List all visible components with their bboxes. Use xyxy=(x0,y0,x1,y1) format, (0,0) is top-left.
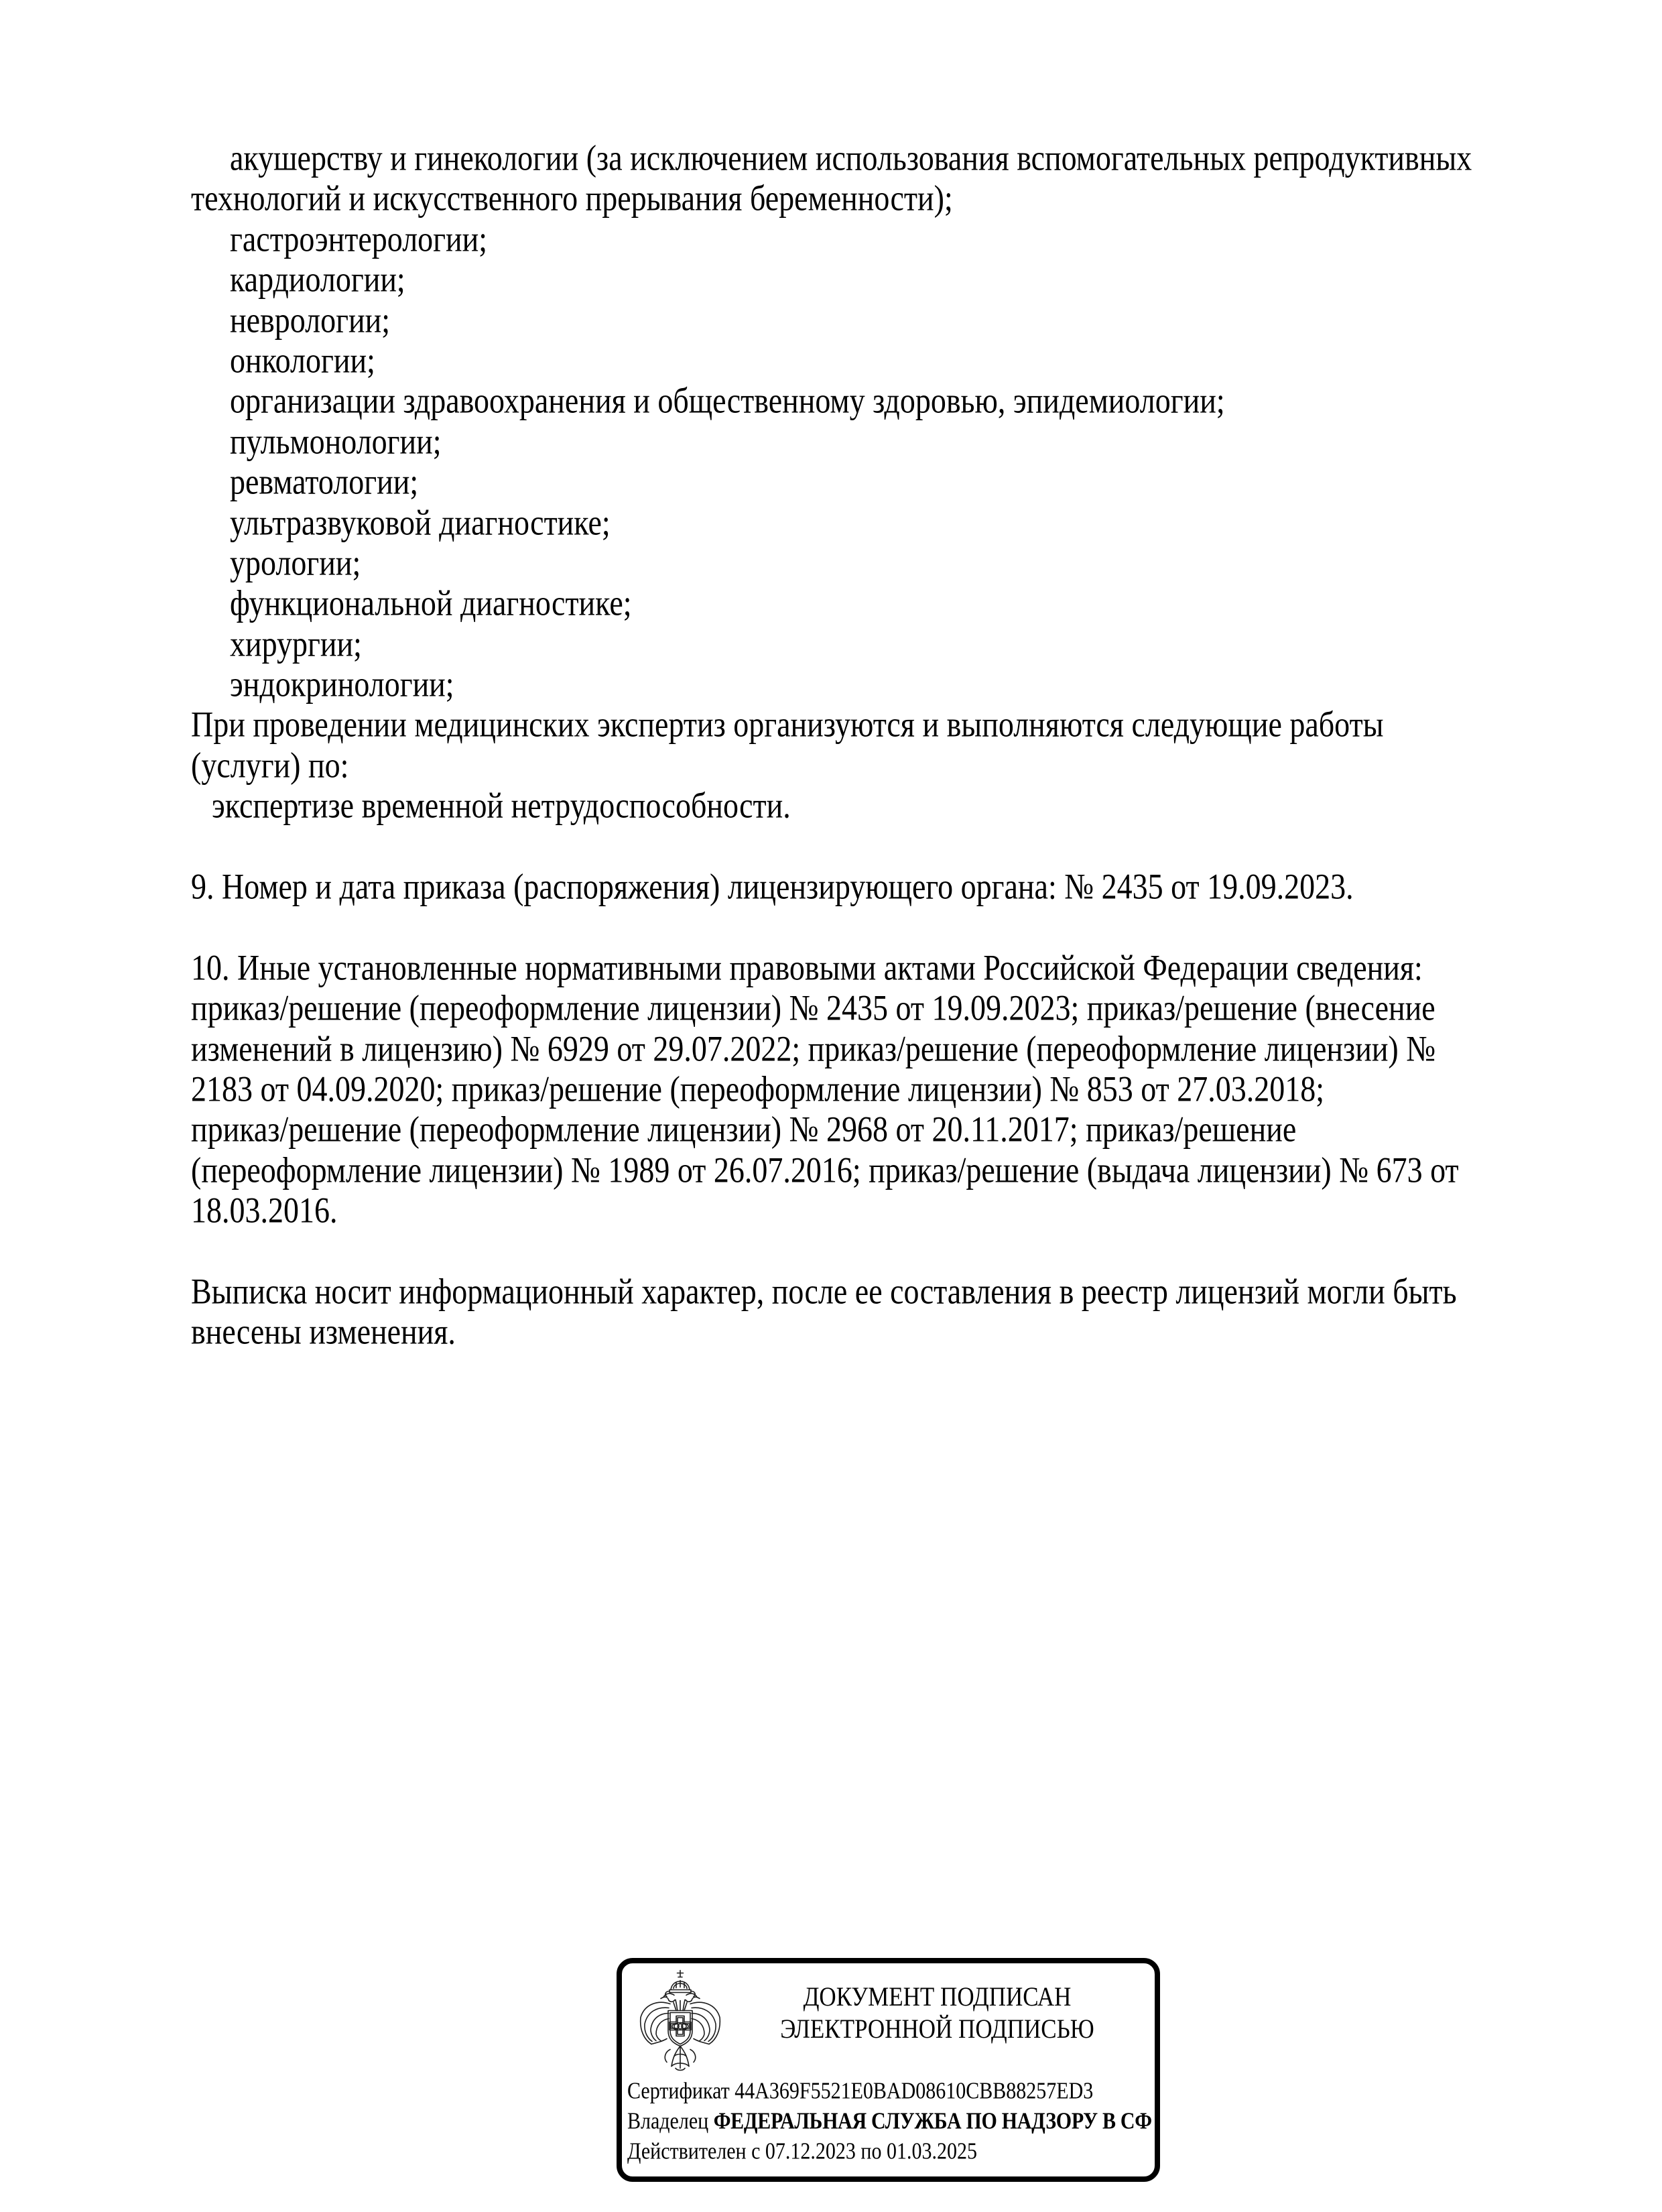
validity-text: Действителен с 07.12.2023 по 01.03.2025 xyxy=(627,2138,977,2164)
stamp-title-line1: ДОКУМЕНТ ПОДПИСАН xyxy=(803,1981,1072,2012)
owner-line xyxy=(627,2107,1157,2136)
text-line: пульмонологии; xyxy=(230,421,442,462)
owner-label: Владелец xyxy=(627,2108,709,2134)
text-line: приказ/решение (переоформление лицензии) № 2435 от 19.09.2023; приказ/решение (внесение xyxy=(191,987,1435,1028)
stamp-title xyxy=(722,1981,1152,2046)
text-line: внесены изменения. xyxy=(191,1311,456,1352)
text-line: функциональной диагностике; xyxy=(230,582,632,623)
text-line: 9. Номер и дата приказа (распоряжения) лицензирующего органа: № 2435 от 19.09.2023. xyxy=(191,866,1354,907)
text-line: (услуги) по: xyxy=(191,745,349,786)
text-line: хирургии; xyxy=(230,623,362,664)
text-line: 10. Иные установленные нормативными правовыми актами Российской Федерации сведения: xyxy=(191,947,1423,988)
text-line: При проведении медицинских экспертиз организуются и выполняются следующие работы xyxy=(191,704,1384,745)
text-line: 2183 от 04.09.2020; приказ/решение (переоформление лицензии) № 853 от 27.03.2018; xyxy=(191,1068,1325,1109)
certificate-line xyxy=(627,2077,1157,2106)
text-line: технологий и искусственного прерывания беременности); xyxy=(191,178,953,219)
validity-line xyxy=(627,2137,1157,2166)
text-line: акушерству и гинекологии (за исключением использования вспомогательных репродуктивных xyxy=(230,137,1472,178)
owner-value: ФЕДЕРАЛЬНАЯ СЛУЖБА ПО НАДЗОРУ В СФ xyxy=(713,2108,1152,2134)
text-line: эндокринологии; xyxy=(230,664,454,704)
double-headed-eagle-emblem-icon xyxy=(635,1969,725,2073)
certificate-value: 44A369F5521E0BAD08610CBB88257ED3 xyxy=(734,2078,1094,2104)
text-line: неврологии; xyxy=(230,299,390,341)
text-line: урологии; xyxy=(230,542,361,583)
text-line: приказ/решение (переоформление лицензии) № 2968 от 20.11.2017; приказ/решение xyxy=(191,1109,1297,1150)
stamp-title-line2: ЭЛЕКТРОННОЙ ПОДПИСЬЮ xyxy=(780,2014,1094,2044)
text-line: изменений в лицензию) № 6929 от 29.07.2022; приказ/решение (переоформление лицензии) № xyxy=(191,1028,1436,1069)
document-body xyxy=(191,138,1472,1353)
text-line: онкологии; xyxy=(230,340,375,381)
certificate-label: Сертификат xyxy=(627,2078,730,2104)
text-line: гастроэнтерологии; xyxy=(230,219,488,259)
text-line: кардиологии; xyxy=(230,259,405,300)
text-line: (переоформление лицензии) № 1989 от 26.07.2016; приказ/решение (выдача лицензии) № 673 от xyxy=(191,1150,1459,1190)
text-line: 18.03.2016. xyxy=(191,1190,338,1231)
text-line: организации здравоохранения и общественному здоровью, эпидемиологии; xyxy=(230,380,1225,421)
text-line: ревматологии; xyxy=(230,461,419,502)
text-line: экспертизе временной нетрудоспособности. xyxy=(212,785,791,826)
signature-stamp xyxy=(617,1958,1160,2182)
text-line: Выписка носит информационный характер, после ее составления в реестр лицензий могли быть xyxy=(191,1271,1457,1312)
text-line: ультразвуковой диагностике; xyxy=(230,501,611,542)
